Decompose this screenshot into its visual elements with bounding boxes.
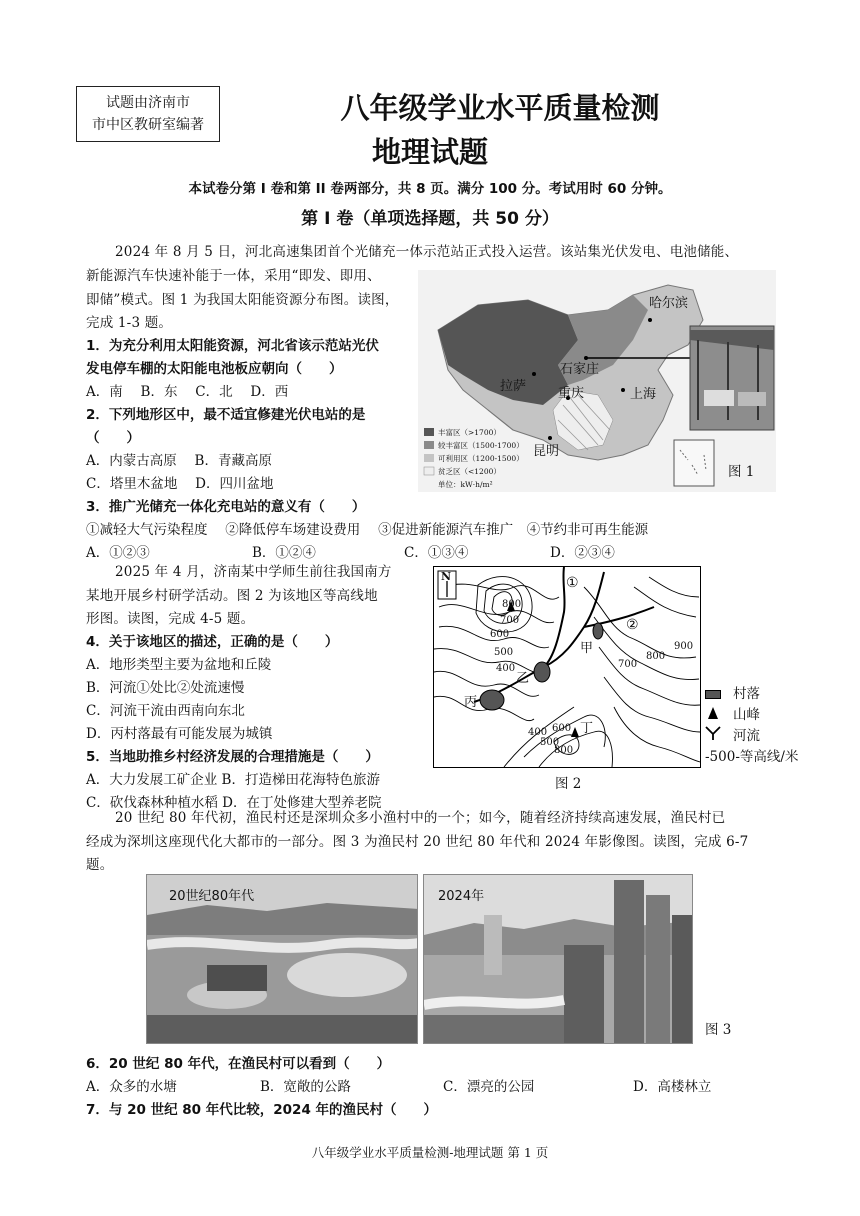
legend-village-label: 村落 — [733, 686, 760, 702]
city-label-chongqing: 重庆 — [558, 386, 585, 401]
village-swatch-icon — [705, 690, 721, 699]
city-label-shijiazhuang: 石家庄 — [560, 362, 600, 377]
exam-instructions: 本试卷分第 I 卷和第 II 卷两部分，共 8 页。满分 100 分。考试用时 60 分钟。 — [188, 181, 672, 197]
q6-option-b: B．宽敞的公路 — [260, 1079, 351, 1095]
contour-label-900-east: 900 — [674, 641, 694, 652]
city-label-harbin: 哈尔滨 — [649, 296, 689, 311]
q7-stem: 7．与 20 世纪 80 年代比较，2024 年的渔民村（ ） — [86, 1102, 438, 1118]
river-point-2-label: ② — [626, 617, 639, 633]
figure1-solar-map — [418, 270, 776, 492]
legend-unit: 单位：kW·h/m² — [438, 480, 493, 489]
legend-river-label: 河流 — [733, 728, 760, 744]
passage3-line1: 20 世纪 80 年代初，渔民村还是深圳众多小渔村中的一个；如今，随着经济持续高速发展，渔民村已 — [115, 810, 726, 826]
legend-peak-row — [705, 705, 823, 726]
figure3-photo-2024 — [423, 874, 693, 1044]
legend-peak-label: 山峰 — [733, 707, 760, 723]
exam-subtitle: 地理试题 — [371, 135, 488, 169]
city-label-kunming: 昆明 — [533, 444, 560, 459]
q3-option-a: A．①②③ — [86, 545, 150, 561]
stamp-line-2: 市中区教研室编著 — [92, 117, 204, 133]
exam-title: 八年级学业水平质量检测 — [340, 91, 660, 125]
place-ding-label: 丁 — [580, 721, 594, 736]
passage3-line3: 题。 — [86, 857, 114, 873]
contour-map-svg — [434, 567, 701, 768]
contour-label-400-south: 400 — [528, 727, 548, 738]
figure2-caption: 图 2 — [555, 776, 582, 792]
q5-options-row1: A．大力发展工矿企业 B．打造梯田花海特色旅游 — [86, 772, 380, 788]
place-jia-label: 甲 — [580, 641, 594, 656]
passage1-line2: 新能源汽车快速补能于一体，采用“即发、即用、 — [86, 268, 381, 284]
city-label-lhasa: 拉萨 — [500, 379, 527, 394]
contour-label-700-east: 700 — [618, 659, 638, 670]
legend-contour-label: 等高线/米 — [739, 749, 799, 765]
q1-options: A．南 B．东 C．北 D．西 — [86, 384, 289, 400]
legend-contour-symbol: -500- — [705, 749, 740, 765]
legend-river-row — [705, 726, 823, 747]
legend-contour-row — [705, 747, 823, 768]
place-yi-label: 乙 — [516, 671, 530, 686]
passage1-line1: 2024 年 8 月 5 日，河北高速集团首个光储充一体示范站正式投入运营。该站集光伏发电、电池储能、 — [115, 244, 739, 260]
q2-options-row1: A．内蒙古高原 B．青藏高原 — [86, 453, 272, 469]
figure2-contour-map — [433, 566, 701, 768]
section-title: 第 I 卷（单项选择题，共 50 分） — [301, 209, 559, 229]
q1-stem-line1: 1．为充分利用太阳能资源，河北省该示范站光伏 — [86, 338, 379, 354]
q1-stem-line2: 发电停车棚的太阳能电池板应朝向（ ） — [86, 361, 343, 377]
figure3-caption: 图 3 — [705, 1022, 732, 1038]
contour-label-600: 600 — [490, 629, 510, 640]
q6-stem: 6．20 世纪 80 年代，在渔民村可以看到（ ） — [86, 1056, 391, 1072]
q6-option-a: A．众多的水塘 — [86, 1079, 177, 1095]
q3-option-d: D．②③④ — [550, 545, 615, 561]
peak-triangle-icon — [705, 705, 721, 726]
legend-usable: 可利用区（1200-1500） — [438, 454, 524, 463]
contour-label-600-south: 600 — [552, 723, 572, 734]
contour-label-800-east: 800 — [646, 651, 666, 662]
q4-option-c: C．河流干流由西南向东北 — [86, 703, 245, 719]
passage2-line3: 形图。读图，完成 4-5 题。 — [86, 611, 255, 627]
q5-options-row2: C．砍伐森林种植水稻 D．在丁处修建大型养老院 — [86, 795, 382, 811]
figure3-photo-1980s — [146, 874, 418, 1044]
q4-stem: 4．关于该地区的描述，正确的是（ ） — [86, 634, 339, 650]
contour-label-700: 700 — [500, 615, 520, 626]
stamp-line-1: 试题由济南市 — [106, 95, 190, 111]
q3-option-b: B．①②④ — [252, 545, 316, 561]
passage1-line3: 即储”模式。图 1 为我国太阳能资源分布图。读图， — [86, 292, 399, 308]
q4-option-d: D．丙村落最有可能发展为城镇 — [86, 726, 273, 742]
passage2-line2: 某地开展乡村研学活动。图 2 为该地区等高线地 — [86, 588, 378, 604]
passage2-line1: 2025 年 4 月，济南某中学师生前往我国南方 — [115, 564, 392, 580]
city-label-shanghai: 上海 — [630, 387, 657, 402]
river-symbol-icon — [705, 726, 721, 747]
figure1-legend — [438, 426, 524, 491]
legend-fairly-rich: 较丰富区（1500-1700） — [438, 441, 524, 450]
figure1-caption: 图 1 — [728, 464, 755, 480]
q2-stem-line2: （ ） — [86, 430, 140, 446]
q3-items: ①减轻大气污染程度 ②降低停车场建设费用 ③促进新能源汽车推广 ④节约非可再生能源 — [86, 522, 649, 538]
q3-stem: 3．推广光储充一体化充电站的意义有（ ） — [86, 499, 366, 515]
q6-option-d: D．高楼林立 — [633, 1079, 712, 1095]
q3-option-c: C．①③④ — [404, 545, 469, 561]
q4-option-b: B．河流①处比②处流速慢 — [86, 680, 245, 696]
passage1-line4: 完成 1-3 题。 — [86, 315, 173, 331]
q2-options-row2: C．塔里木盆地 D．四川盆地 — [86, 476, 274, 492]
contour-label-500: 500 — [494, 647, 514, 658]
page-footer: 八年级学业水平质量检测-地理试题 第 1 页 — [311, 1145, 549, 1160]
legend-rich: 丰富区（>1700） — [438, 428, 501, 437]
q5-stem: 5．当地助推乡村经济发展的合理措施是（ ） — [86, 749, 379, 765]
contour-label-400: 400 — [496, 663, 516, 674]
photo-2024-label: 2024年 — [438, 889, 485, 904]
river-point-1-label: ① — [566, 575, 579, 591]
passage3-line2: 经成为深圳这座现代化大都市的一部分。图 3 为渔民村 20 世纪 80 年代和 2024 年影像图。读图，完成 6-7 — [86, 834, 749, 850]
q4-option-a: A．地形类型主要为盆地和丘陵 — [86, 657, 272, 673]
contour-label-500-south: 500 — [540, 737, 560, 748]
photo-1980s-label: 20世纪80年代 — [169, 889, 255, 904]
contour-label-800-south: 800 — [554, 745, 574, 756]
q6-option-c: C．漂亮的公园 — [443, 1079, 535, 1095]
legend-village-row — [705, 684, 823, 705]
north-arrow-label: N — [441, 570, 452, 583]
q2-stem-line1: 2．下列地形区中，最不适宜修建光伏电站的是 — [86, 407, 366, 423]
figure2-legend — [705, 684, 823, 768]
legend-poor: 贫乏区（<1200） — [438, 467, 501, 476]
place-bing-label: 丙 — [464, 695, 478, 710]
contour-label-800: 800 — [502, 599, 522, 610]
